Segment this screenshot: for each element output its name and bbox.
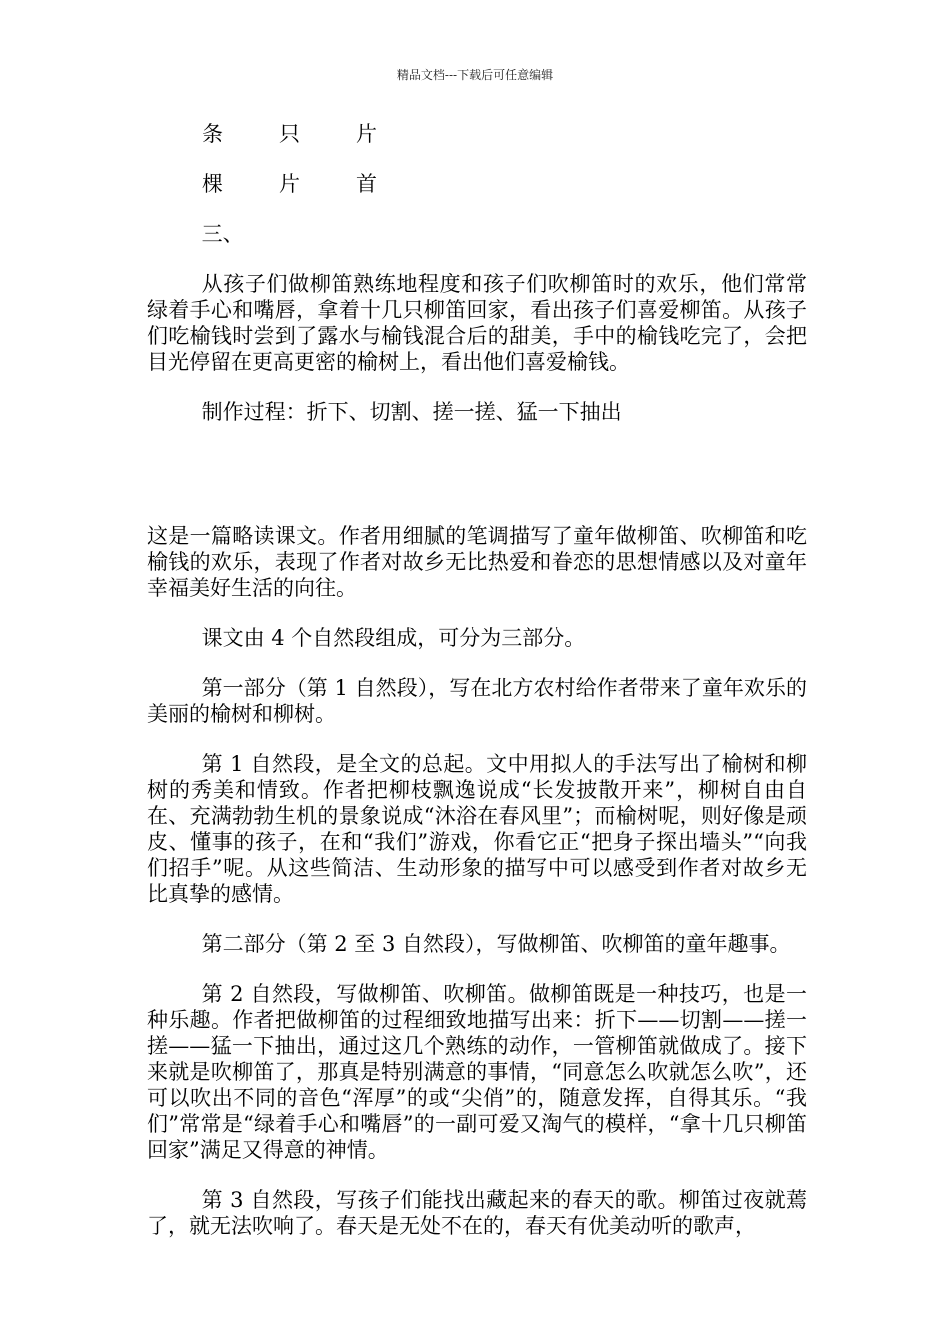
paragraph-analysis: 从孩子们做柳笛熟练地程度和孩子们吹柳笛时的欢乐，他们常常绿着手心和嘴唇，拿着十几只柳笛回家，看出孩子们喜爱柳笛。从孩子们吃榆钱时尝到了露水与榆钱混合后的甜美，手中的榆钱吃完了，会把目光停留在更高更密的榆树上，看出他们喜爱榆钱。: [147, 272, 807, 374]
paragraph-section-three: 第 3 自然段，写孩子们能找出藏起来的春天的歌。柳笛过夜就蔫了，就无法吹响了。春天是无处不在的，春天有优美动听的歌声，: [147, 1188, 807, 1238]
page-header-note: 精品文档---下载后可任意编辑: [396, 68, 554, 82]
paragraph-process: 制作过程：折下、切割、搓一搓、猛一下抽出: [201, 400, 622, 424]
paragraph-structure: 课文由 4 个自然段组成，可分为三部分。: [201, 626, 586, 650]
measure-word: 棵: [202, 172, 223, 196]
measure-word: 只: [279, 122, 300, 146]
measure-word-row-2: [147, 171, 807, 197]
measure-word: 片: [279, 172, 300, 196]
section-three-label: 三、: [201, 222, 244, 246]
measure-word: 首: [356, 172, 377, 196]
spacer: [147, 449, 807, 523]
measure-word: 条: [202, 122, 223, 146]
paragraph-intro: 这是一篇略读课文。作者用细腻的笔调描写了童年做柳笛、吹柳笛和吃榆钱的欢乐，表现了作者对故乡无比热爱和眷恋的思想情感以及对童年幸福美好生活的向往。: [147, 524, 807, 600]
paragraph-part-one: 第一部分（第 1 自然段），写在北方农村给作者带来了童年欢乐的美丽的榆树和柳树。: [147, 676, 807, 726]
measure-word-row-1: [147, 121, 807, 147]
paragraph-part-two: 第二部分（第 2 至 3 自然段），写做柳笛、吹柳笛的童年趣事。: [201, 932, 791, 956]
paragraph-section-two: 第 2 自然段，写做柳笛、吹柳笛。做柳笛既是一种技巧，也是一种乐趣。作者把做柳笛的过程细致地描写出来：折下——切割——搓一搓——猛一下抽出，通过这几个熟练的动作，一管柳笛就做成了。接下来就是吹柳笛了，那真是特别满意的事情，“同意怎么吹就怎么吹”，还可以吹出不同的音色“浑厚”的或“尖俏”的，随意发挥，自得其乐。“我们”常常是“绿着手心和嘴唇”的一副可爱又淘气的模样，“拿十几只柳笛回家”满足又得意的神情。: [147, 982, 807, 1162]
paragraph-section-one: 第 1 自然段，是全文的总起。文中用拟人的手法写出了榆树和柳树的秀美和情致。作者把柳枝飘逸说成“长发披散开来”，柳树自由自在、充满勃勃生机的景象说成“沐浴在春风里”；而榆树呢，则好像是顽皮、懂事的孩子，在和“我们”游戏，你看它正“把身子探出墙头”“向我们招手”呢。从这些简洁、生动形象的描写中可以感受到作者对故乡无比真挚的感情。: [147, 752, 807, 906]
document-body: [147, 121, 807, 1263]
measure-word: 片: [356, 122, 377, 146]
